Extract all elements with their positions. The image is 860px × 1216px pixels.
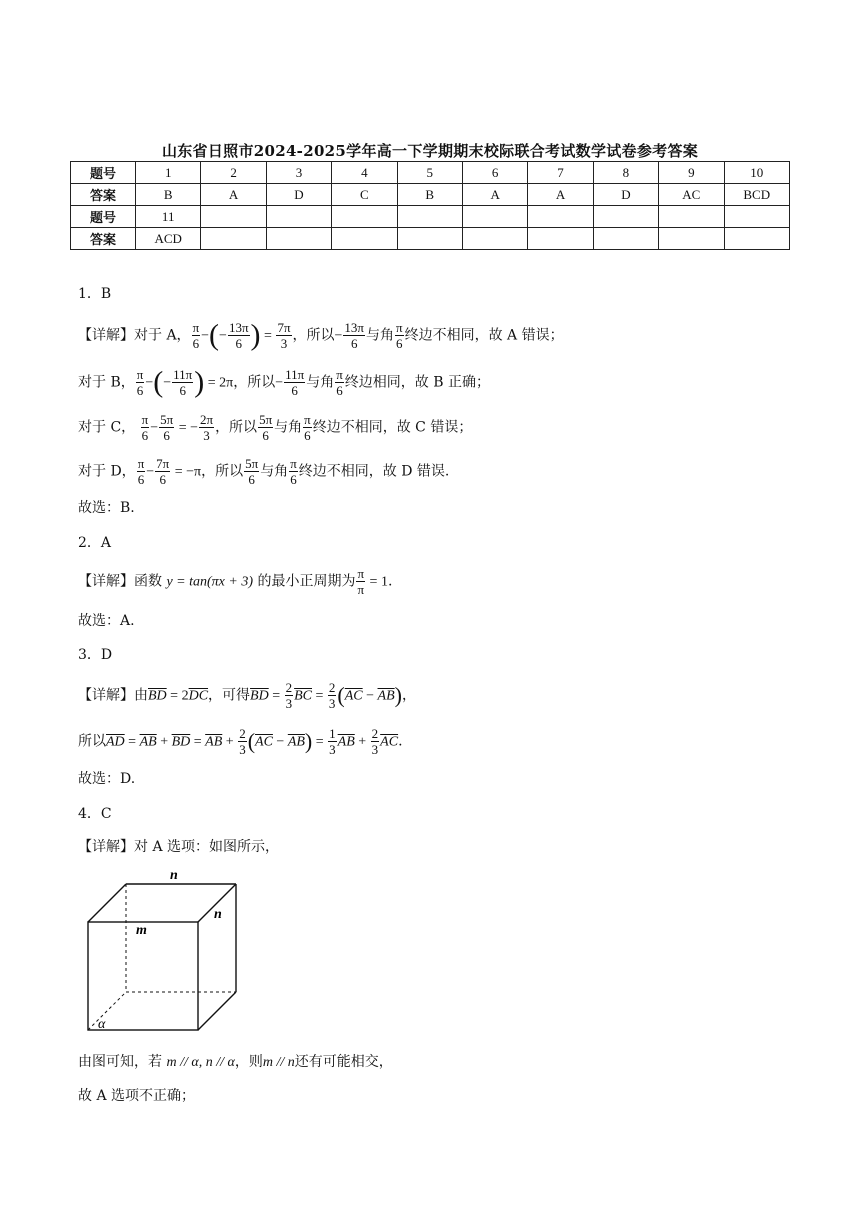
table-cell [266, 228, 331, 250]
q1-option-b: 对于 B， $\frac{\pi}{6}$ −(− $\frac{11\pi}{6}$ ) = 2π，所以− $\frac{11\pi}{6}$ 与角 $\frac{\pi}{6}$ 终边相同，故 B 正确； [78, 365, 490, 399]
label-n-top: n [170, 868, 178, 883]
fraction: $\frac{11\pi}{6}$ [285, 367, 305, 398]
fraction: $\frac{13\pi}{6}$ [344, 320, 364, 351]
table-cell: 6 [462, 162, 527, 184]
cube-edge [198, 992, 236, 1030]
table-cell [462, 206, 527, 228]
row-label: 题号 [71, 206, 136, 228]
fraction: $\frac{\pi}{6}$ [192, 320, 200, 351]
label-n-side: n [214, 907, 222, 922]
fraction: $\frac{2}{3}$ [239, 726, 246, 757]
table-row [71, 228, 790, 250]
q2-conclusion: 故选：A. [78, 613, 135, 629]
table-cell: B [136, 184, 201, 206]
table-cell [332, 206, 397, 228]
row-label: 答案 [71, 228, 136, 250]
label-alpha: α [98, 1017, 106, 1032]
fraction: $\frac{\pi}{\pi}$ [357, 566, 365, 597]
table-cell [659, 228, 724, 250]
table-cell [724, 206, 789, 228]
fraction: $\frac{13\pi}{6}$ [228, 320, 249, 351]
fraction: $\frac{5\pi}{6}$ [259, 412, 273, 443]
q4-line-2: 故 A 选项不正确； [78, 1088, 196, 1104]
table-cell: 7 [528, 162, 593, 184]
fraction: $\frac{\pi}{6}$ [136, 367, 144, 398]
table-cell [397, 228, 462, 250]
q3-detail: 【详解】由$\overline{BD} = 2\overline{DC}$，可得$\overline{BD}$ = $\frac{2}{3}$ $\overline{BC}$ = $\frac{2}{3}$ $(\overline{AC} - \overline{AB})$， [78, 680, 416, 711]
fraction: $\frac{5\pi}{6}$ [245, 456, 259, 487]
fraction: $\frac{\pi}{6}$ [290, 456, 297, 487]
fraction: $\frac{7\pi}{3}$ [277, 320, 291, 351]
q2-detail: 【详解】函数 y = tan(πx + 3) 的最小正周期为 $\frac{\pi}{\pi}$ = 1. [78, 566, 393, 597]
q3-heading: 3．D [78, 647, 113, 663]
q3-detail-2: 所以$\overline{AD} = \overline{AB} + \overline{BD} = \overline{AB}$ + $\frac{2}{3}$ $(\overline{AC} - \overline{AB})$ = $\frac{1}{3}$ $\overline{AB}$ + $\frac{2}{3}$ $\overline{AC}$. [78, 726, 403, 757]
table-row [71, 162, 790, 184]
table-cell [659, 206, 724, 228]
table-cell [201, 206, 266, 228]
q3-conclusion: 故选：D. [78, 771, 136, 787]
table-cell: A [201, 184, 266, 206]
formula: m // α, n // α [166, 1055, 235, 1070]
table-cell [332, 228, 397, 250]
table-cell [528, 228, 593, 250]
row-label: 题号 [71, 162, 136, 184]
fraction: $\frac{2}{3}$ [371, 726, 379, 757]
fraction: $\frac{2}{3}$ [328, 680, 336, 711]
q1-conclusion: 故选：B. [78, 500, 135, 516]
cube-figure [78, 862, 248, 1034]
fraction: $\frac{\pi}{6}$ [137, 456, 145, 487]
table-cell [201, 228, 266, 250]
fraction: $\frac{\pi}{6}$ [304, 412, 311, 443]
table-cell [266, 206, 331, 228]
table-cell: A [462, 184, 527, 206]
table-cell: 9 [659, 162, 724, 184]
table-cell: 3 [266, 162, 331, 184]
q1-option-c: 对于 C， $\frac{\pi}{6}$ − $\frac{5\pi}{6}$ = − $\frac{2\pi}{3}$ ，所以 $\frac{5\pi}{6}$ 与角 $\frac{\pi}{6}$ 终边不相同，故 C 错误； [78, 412, 473, 443]
fraction: $\frac{2\pi}{3}$ [199, 412, 214, 443]
table-cell: 5 [397, 162, 462, 184]
formula: y = tan(πx + 3) [166, 574, 254, 590]
table-cell: AC [659, 184, 724, 206]
q4-intro: 【详解】对 A 选项：如图所示， [78, 839, 280, 855]
table-cell: C [332, 184, 397, 206]
table-cell: 8 [593, 162, 658, 184]
row-label: 答案 [71, 184, 136, 206]
table-row [71, 206, 790, 228]
q1-option-a: 【详解】对于 A， $\frac{\pi}{6}$ −(− $\frac{13\pi}{6}$ ) = $\frac{7\pi}{3}$ ，所以− $\frac{13\pi}{6}$ 与角 $\frac{\pi}{6}$ 终边不相同，故 A 错误； [78, 318, 564, 352]
fraction: $\frac{11\pi}{6}$ [173, 367, 193, 398]
table-cell: D [266, 184, 331, 206]
table-cell [593, 228, 658, 250]
q1-option-d: 对于 D， $\frac{\pi}{6}$ − $\frac{7\pi}{6}$ = −π，所以 $\frac{5\pi}{6}$ 与角 $\frac{\pi}{6}$ 终边不相同，故 D 错误. [78, 456, 450, 487]
cube-hidden-edge [88, 992, 126, 1030]
table-cell: A [528, 184, 593, 206]
table-cell [724, 228, 789, 250]
table-cell: 1 [136, 162, 201, 184]
table-cell: 4 [332, 162, 397, 184]
q4-line-1: 由图可知，若 m // α, n // α，则m // n还有可能相交， [78, 1054, 393, 1070]
table-cell: BCD [724, 184, 789, 206]
label-m: m [136, 923, 147, 938]
q2-heading: 2．A [78, 535, 112, 551]
q4-heading: 4．C [78, 806, 112, 822]
table-row [71, 184, 790, 206]
cube-edge [88, 884, 126, 922]
table-cell: D [593, 184, 658, 206]
cube-front-face [88, 922, 198, 1030]
fraction: $\frac{\pi}{6}$ [396, 320, 403, 351]
fraction: $\frac{\pi}{6}$ [141, 412, 149, 443]
page-title: 山东省日照市2024-2025学年高一下学期期末校际联合考试数学试卷参考答案 [161, 142, 699, 160]
fraction: $\frac{\pi}{6}$ [336, 367, 343, 398]
table-cell [462, 228, 527, 250]
table-cell: ACD [136, 228, 201, 250]
table-cell [528, 206, 593, 228]
table-cell [593, 206, 658, 228]
table-cell [397, 206, 462, 228]
answer-table [70, 161, 790, 250]
table-cell: 11 [136, 206, 201, 228]
formula: m // n [262, 1055, 295, 1070]
fraction: $\frac{1}{3}$ [329, 726, 336, 757]
table-cell: 2 [201, 162, 266, 184]
table-cell: 10 [724, 162, 789, 184]
q1-heading: 1．B [78, 286, 112, 302]
fraction: $\frac{7\pi}{6}$ [156, 456, 170, 487]
table-cell: B [397, 184, 462, 206]
fraction: $\frac{5\pi}{6}$ [160, 412, 174, 443]
fraction: $\frac{2}{3}$ [285, 680, 293, 711]
